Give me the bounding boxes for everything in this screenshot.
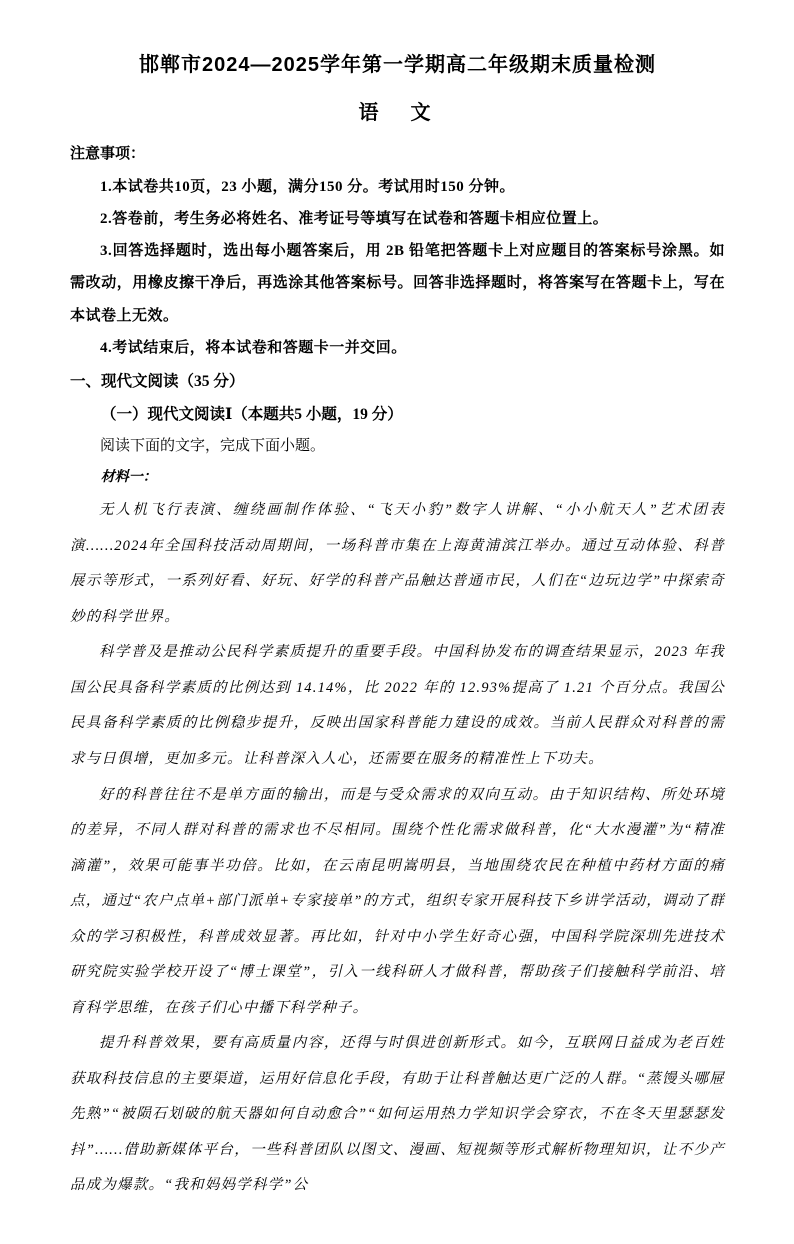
- notice-item-2: 2.答卷前，考生务必将姓名、准考证号等填写在试卷和答题卡相应位置上。: [100, 210, 609, 227]
- notice-item-3: 3.回答选择题时，选出每小题答案后，用 2B 铅笔把答题卡上对应题目的答案标号涂黑。如需改动，用橡皮擦干净后，再选涂其他答案标号。回答非选择题时，将答案写在答题卡上，写在本试卷上无效。: [70, 243, 725, 324]
- notice-item-4: 4.考试结束后，将本试卷和答题卡一并交回。: [100, 339, 407, 356]
- notice-heading: 注意事项：: [70, 146, 146, 162]
- reading-instruction: 阅读下面的文字，完成下面小题。: [100, 438, 326, 455]
- material-paragraph-2: 科学普及是推动公民科学素质提升的重要手段。中国科协发布的调查结果显示，2023 年我国公民具备科学素质的比例达到 14.14%，比 2022 年的 12.93%提高了 1.21 个百分点。我国公民具备科学素质的比例稳步提升，反映出国家科普能力建设的成效。当前人民群众对科普的需求与日俱增，更加多元。让科普深入人心，还需要在服务的精准性上下功夫。: [70, 644, 725, 767]
- material-label: 材料一：: [100, 469, 157, 485]
- material-paragraph-4: 提升科普效果，要有高质量内容，还得与时俱进创新形式。如今，互联网日益成为老百姓获取科技信息的主要渠道，运用好信息化手段，有助于让科普触达更广泛的人群。“蒸馒头哪屉先熟”“被陨石划破的航天器如何自动愈合”“如何运用热力学知识学会穿衣，不在冬天里瑟瑟发抖”……借助新媒体平台，一些科普团队以图文、漫画、短视频等形式解析物理知识，让不少产品成为爆款。“我和妈妈学科学”公: [70, 1035, 725, 1194]
- material-paragraph-3: 好的科普往往不是单方面的输出，而是与受众需求的双向互动。由于知识结构、所处环境的差异，不同人群对科普的需求也不尽相同。围绕个性化需求做科普，化“大水漫灌”为“精准滴灌”，效果可能事半功倍。比如，在云南昆明嵩明县，当地围绕农民在种植中药材方面的痛点，通过“农户点单+部门派单+专家接单”的方式，组织专家开展科技下乡讲学活动，调动了群众的学习积极性，科普成效显著。再比如，针对中小学生好奇心强，中国科学院深圳先进技术研究院实验学校开设了“博士课堂”，引入一线科研人才做科普，帮助孩子们接触科学前沿、培育科学思维，在孩子们心中播下科学种子。: [70, 786, 725, 1016]
- notice-item-1: 1.本试卷共10页，23 小题，满分150 分。考试用时150 分钟。: [100, 178, 516, 195]
- material-paragraph-1: 无人机飞行表演、缠绕画制作体验、“飞天小豹”数字人讲解、“小小航天人”艺术团表演……2024年全国科技活动周期间，一场科普市集在上海黄浦滨江举办。通过互动体验、科普展示等形式，一系列好看、好玩、好学的科普产品触达普通市民，人们在“边玩边学”中探索奇妙的科学世界。: [70, 502, 725, 625]
- subsection-heading-reading-1: （一）现代文阅读Ⅰ（本题共5 小题，19 分）: [101, 405, 403, 423]
- section-heading-modern-reading: 一、现代文阅读（35 分）: [70, 373, 245, 390]
- exam-subject: 语 文: [358, 102, 437, 124]
- exam-title: 邯郸市2024—2025学年第一学期高二年级期末质量检测: [139, 54, 656, 76]
